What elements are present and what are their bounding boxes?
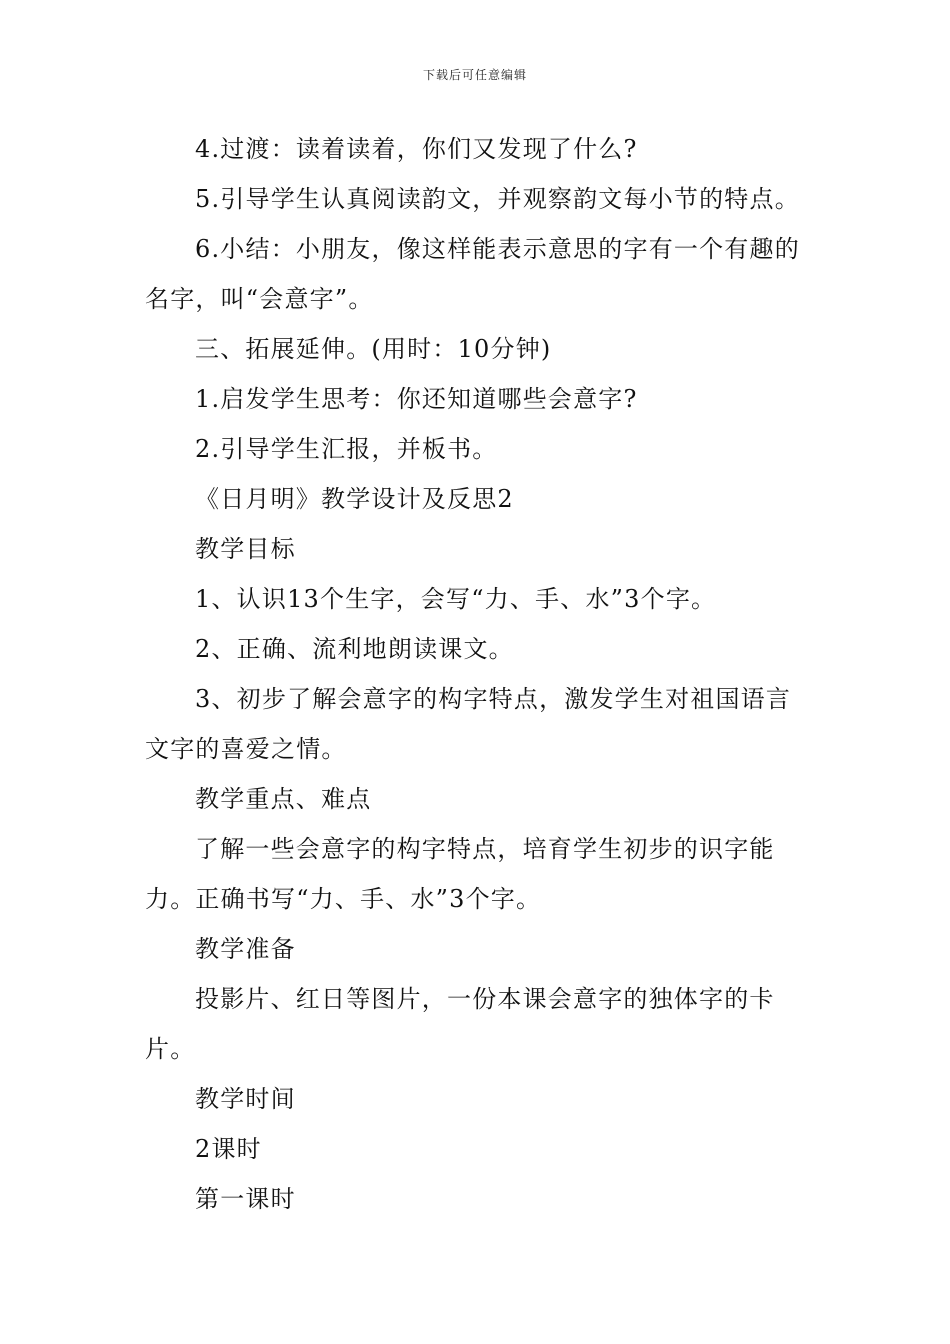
section-heading: 三、拓展延伸。(用时：10分钟) (195, 335, 552, 363)
section-heading: 教学重点、难点 (195, 785, 372, 813)
header-note: 下载后可任意编辑 (422, 68, 527, 82)
paragraph: 5.引导学生认真阅读韵文，并观察韵文每小节的特点。 (195, 185, 800, 213)
paragraph: 1、认识13个生字，会写“力、手、水”3个字。 (195, 585, 717, 613)
paragraph: 2、正确、流利地朗读课文。 (195, 635, 514, 663)
paragraph: 3、初步了解会意字的构字特点，激发学生对祖国语言文字的喜爱之情。 (145, 685, 792, 763)
paragraph: 投影片、红日等图片，一份本课会意字的独体字的卡片。 (145, 985, 775, 1063)
section-heading: 第一课时 (195, 1185, 296, 1213)
document-body (145, 124, 805, 1224)
document-title: 《日月明》教学设计及反思2 (195, 485, 514, 513)
section-heading: 教学时间 (195, 1085, 296, 1113)
section-heading: 教学准备 (195, 935, 296, 963)
section-heading: 教学目标 (195, 535, 296, 563)
paragraph: 6.小结：小朋友，像这样能表示意思的字有一个有趣的名字，叫“会意字”。 (145, 235, 800, 313)
paragraph: 4.过渡：读着读着，你们又发现了什么? (195, 135, 638, 163)
paragraph: 了解一些会意字的构字特点，培育学生初步的识字能力。正确书写“力、手、水”3个字。 (145, 835, 775, 913)
paragraph: 2.引导学生汇报，并板书。 (195, 435, 498, 463)
paragraph: 2课时 (195, 1135, 262, 1163)
paragraph: 1.启发学生思考：你还知道哪些会意字? (195, 385, 638, 413)
